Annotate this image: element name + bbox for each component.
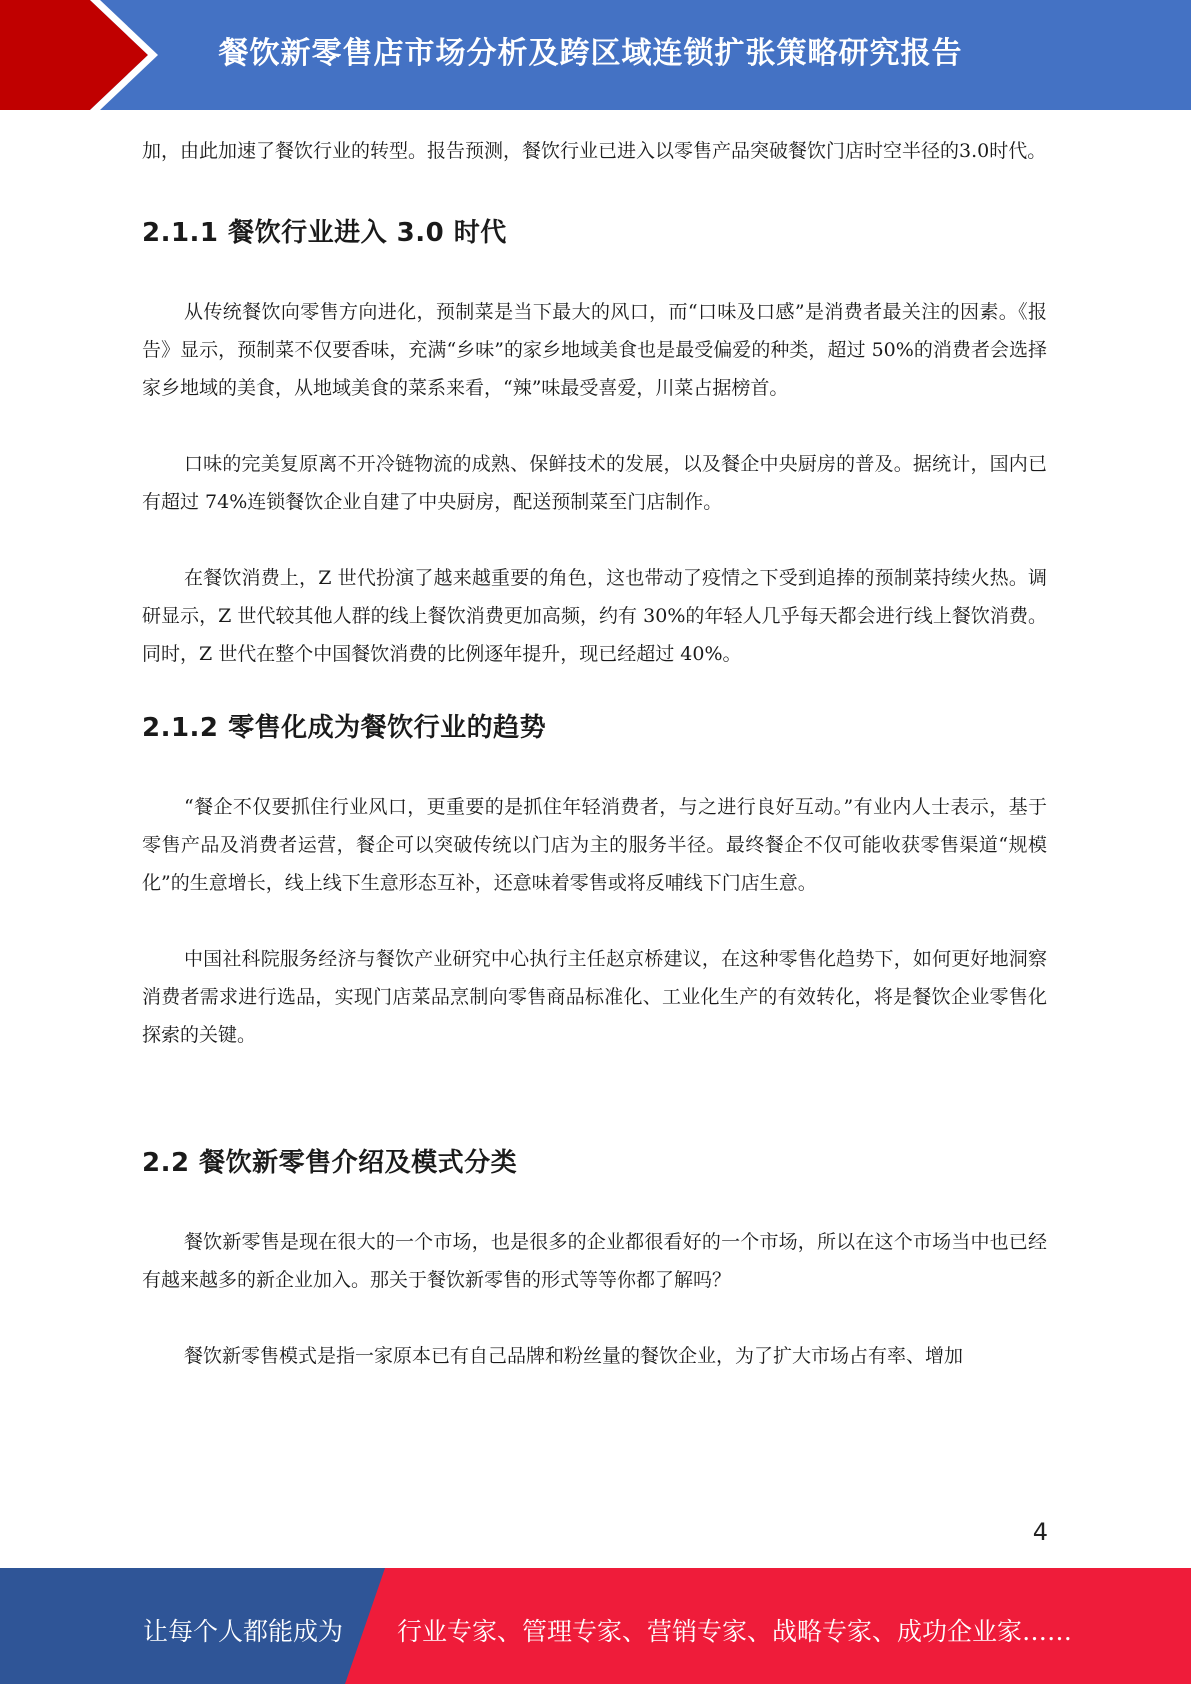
header-arrow-decoration [0,0,160,110]
page-header [0,0,1191,110]
page-body [142,132,1047,1375]
page-footer [0,1568,1191,1684]
page-number: 4 [1032,1518,1048,1546]
paragraph: 餐饮新零售是现在很大的一个市场，也是很多的企业都很看好的一个市场，所以在这个市场当中也已经有越来越多的新企业加入。那关于餐饮新零售的形式等等你都了解吗？ [142,1231,1047,1291]
paragraph: “餐企不仅要抓住行业风口，更重要的是抓住年轻消费者，与之进行良好互动。”有业内人士表示，基于零售产品及消费者运营，餐企可以突破传统以门店为主的服务半径。最终餐企不仅可能收获零售渠道“规模化”的生意增长，线上线下生意形态互补，还意味着零售或将反哺线下门店生意。 [142,796,1047,894]
paragraph: 从传统餐饮向零售方向进化，预制菜是当下最大的风口，而“口味及口感”是消费者最关注的因素。《报告》显示，预制菜不仅要香味，充满“乡味”的家乡地域美食也是最受偏爱的种类，超过 50%的消费者会选择家乡地域的美食，从地域美食的菜系来看，“辣”味最受喜爱，川菜占据榜首。 [142,301,1047,399]
section-heading-2-2: 2.2 餐饮新零售介绍及模式分类 [142,1148,518,1178]
section-heading-2-1-2: 2.1.2 零售化成为餐饮行业的趋势 [142,713,547,743]
paragraph: 在餐饮消费上，Z 世代扮演了越来越重要的角色，这也带动了疫情之下受到追捧的预制菜持续火热。调研显示，Z 世代较其他人群的线上餐饮消费更加高频，约有 30%的年轻人几乎每天都会进行线上餐饮消费。同时，Z 世代在整个中国餐饮消费的比例逐年提升，现已经超过 40%。 [142,567,1047,665]
report-title: 餐饮新零售店市场分析及跨区域连锁扩张策略研究报告 [218,36,963,71]
paragraph: 餐饮新零售模式是指一家原本已有自己品牌和粉丝量的餐饮企业，为了扩大市场占有率、增加 [184,1345,964,1367]
paragraph: 口味的完美复原离不开冷链物流的成熟、保鲜技术的发展，以及餐企中央厨房的普及。据统计，国内已有超过 74%连锁餐饮企业自建了中央厨房，配送预制菜至门店制作。 [142,453,1047,513]
footer-slogan-left: 让每个人都能成为 [143,1617,344,1646]
footer-slogan-right: 行业专家、管理专家、营销专家、战略专家、成功企业家…… [397,1617,1073,1646]
paragraph: 中国社科院服务经济与餐饮产业研究中心执行主任赵京桥建议，在这种零售化趋势下，如何更好地洞察消费者需求进行选品，实现门店菜品烹制向零售商品标准化、工业化生产的有效转化，将是餐饮企业零售化探索的关键。 [142,948,1047,1046]
paragraph-intro: 加，由此加速了餐饮行业的转型。报告预测，餐饮行业已进入以零售产品突破餐饮门店时空半径的3.0时代。 [142,140,1047,162]
section-heading-2-1-1: 2.1.1 餐饮行业进入 3.0 时代 [142,218,507,248]
